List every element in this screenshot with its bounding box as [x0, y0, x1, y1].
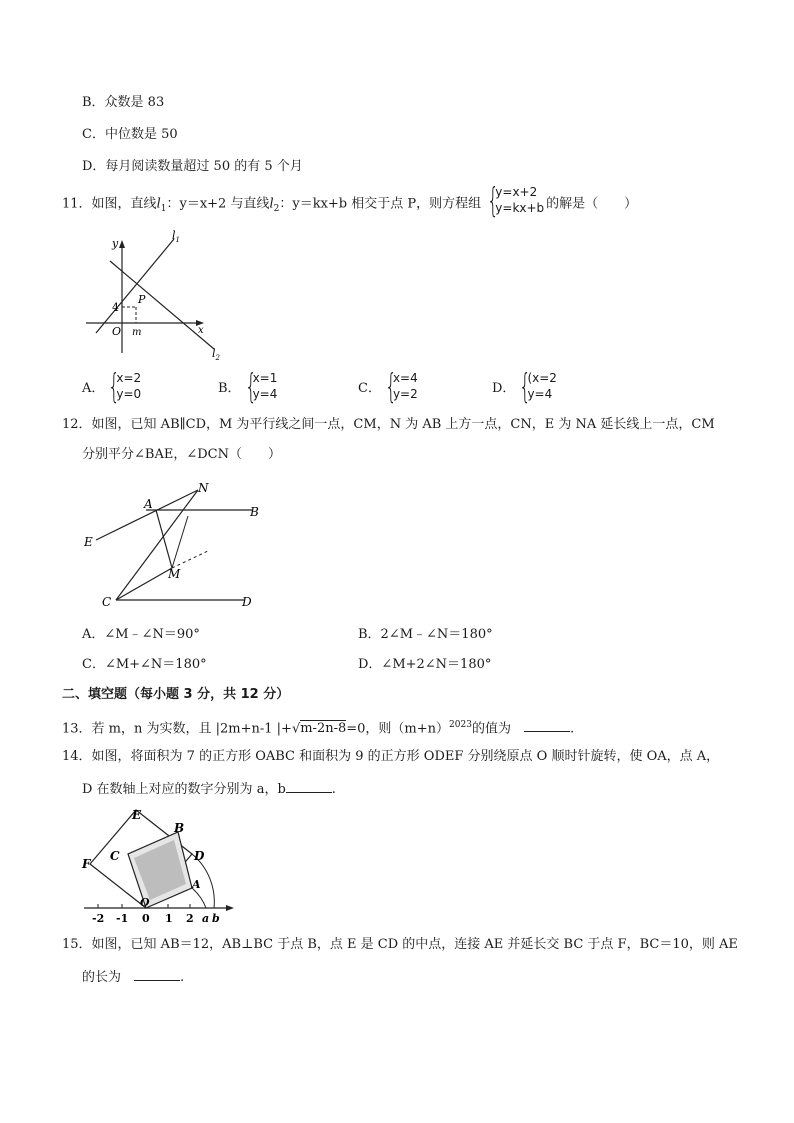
q13-stem: 13．若 m，n 为实数，且 |2m+n-1 |+√m-2n-8=0，则$(m+n)^{2023}$的值为 . — [62, 720, 575, 737]
q14-label-c: C — [110, 849, 120, 863]
q11-l1: l — [156, 196, 161, 212]
q11-text-b: 的解是（ ） — [546, 196, 638, 212]
q11-figure — [80, 225, 230, 365]
q14-stem-line2: D 在数轴上对应的数字分别为 a，b . — [82, 782, 336, 797]
q11-label-y: y — [112, 237, 119, 250]
q14-figure — [80, 804, 240, 928]
q14-tick-neg1: -1 — [116, 912, 129, 925]
q14-stem-line1: 14．如图，将面积为 7 的正方形 OABC 和面积为 9 的正方形 ODEF 分别绕原点 O 顺时针旋转，使 OA，点 A， — [62, 749, 720, 764]
q10-option-c: C．中位数是 50 — [82, 127, 178, 142]
q14-tick-1: 1 — [165, 912, 173, 925]
q12-line-cm — [116, 568, 172, 600]
q12-label-b: B — [250, 505, 259, 519]
q11-label-x: x — [198, 325, 204, 336]
q11-label-o: O — [112, 325, 122, 338]
q13-text-a: 13．若 m，n 为实数，且 |2m+n-1 |+√ — [62, 721, 301, 737]
q14-label-f: F — [82, 857, 91, 871]
q13-radicand: m-2n-8 — [300, 721, 347, 737]
q14-label-b: B — [174, 821, 185, 835]
q12-option-d: D．∠M+2∠N＝180° — [358, 657, 492, 672]
q14-tick-0: 0 — [142, 912, 150, 925]
q12-stem-line2: 分别平分∠BAE，∠DCN（ ） — [82, 447, 281, 462]
q14-arc-a — [192, 888, 206, 908]
q12-label-n: N — [198, 481, 209, 495]
section-2-heading: 二、填空题（每小题 3 分，共 12 分） — [62, 687, 290, 702]
q12-label-a: A — [144, 497, 153, 511]
q12-line-m-up — [172, 516, 188, 568]
q12-label-d: D — [242, 595, 252, 609]
q11-l1-sub: 1 — [160, 204, 167, 215]
q14-number-line-arrow — [226, 905, 234, 911]
q12-line-cn — [116, 490, 198, 600]
q10-option-d: D．每月阅读数量超过 50 的有 5 个月 — [82, 159, 303, 174]
q11-l1-eq: ：y＝x+2 与直线 — [166, 196, 270, 212]
q14-tick-2: 2 — [186, 912, 194, 925]
q14-label-a: A — [192, 878, 201, 891]
q12-label-e: E — [84, 535, 93, 549]
q12-option-b: B．2∠M﹣∠N＝180° — [358, 627, 493, 642]
q11-y-arrow — [119, 240, 125, 248]
q14-tick-neg2: -2 — [92, 912, 105, 925]
q12-bisector-dash — [172, 550, 210, 568]
q13-text-b: =0，则（m+n） — [346, 721, 450, 737]
q13-answer-blank[interactable] — [524, 719, 570, 732]
q11-label-l2: $l_2$ — [212, 347, 220, 362]
q14-label-d: D — [194, 849, 205, 863]
q12-label-m: M — [168, 567, 181, 581]
q12-stem-line1: 12．如图，已知 AB∥CD，M 为平行线之间一点，CM，N 为 AB 上方一点，CN，E 为 NA 延长线上一点，CM — [62, 417, 715, 432]
q12-label-c: C — [102, 595, 112, 609]
q10-option-b: B．众数是 83 — [82, 95, 165, 110]
q15-stem-line2: 的长为 . — [82, 970, 185, 985]
q11-label-4: 4 — [112, 301, 119, 314]
q14-label-e: E — [132, 807, 142, 822]
q11-option-d: D． { (x=2 y=4 — [492, 367, 557, 407]
q12-option-a: A．∠M﹣∠N＝90° — [82, 627, 200, 642]
q11-option-a: A． { x=2 y=0 — [82, 367, 142, 407]
q11-option-c: C． { x=4 y=2 — [358, 367, 418, 407]
q11-system-eq2: y=kx+b — [495, 201, 545, 215]
q11-option-b: B． { x=1 y=4 — [218, 367, 278, 407]
q11-stem — [62, 181, 638, 221]
q14-answer-blank[interactable] — [286, 780, 332, 793]
q14-tick-b: b — [212, 912, 220, 925]
q11-l2-eq: ：y＝kx+b 相交于点 P，则方程组 — [279, 196, 482, 212]
q11-label-p: P — [138, 293, 146, 306]
q12-option-c: C．∠M+∠N＝180° — [82, 657, 207, 672]
q12-line-am — [156, 510, 172, 568]
q12-figure — [80, 476, 270, 616]
q11-system-eq1: y=x+2 — [495, 185, 538, 199]
q11-l2: l — [269, 196, 274, 212]
q11-label-l1: $l_1$ — [172, 229, 180, 244]
q14-tick-a: a — [202, 912, 210, 925]
q11-label-m: m — [132, 327, 142, 338]
q13-text-c: 的值为 — [471, 721, 511, 737]
q15-stem-line1: 15．如图，已知 AB＝12，AB⊥BC 于点 B，点 E 是 CD 的中点，连接 AE 并延长交 BC 于点 F，BC＝10，则 AE — [62, 937, 738, 952]
q11-text-a: 如图，直线 — [91, 196, 157, 212]
q13-exponent: 2023 — [449, 720, 472, 730]
q11-system: { y=x+2 y=kx+b — [487, 181, 545, 221]
q11-l2-sub: 2 — [273, 204, 280, 215]
q11-line-l1 — [96, 239, 174, 333]
q15-answer-blank[interactable] — [134, 968, 180, 981]
q14-label-o: O — [140, 896, 150, 909]
q11-number: 11． — [62, 196, 92, 212]
